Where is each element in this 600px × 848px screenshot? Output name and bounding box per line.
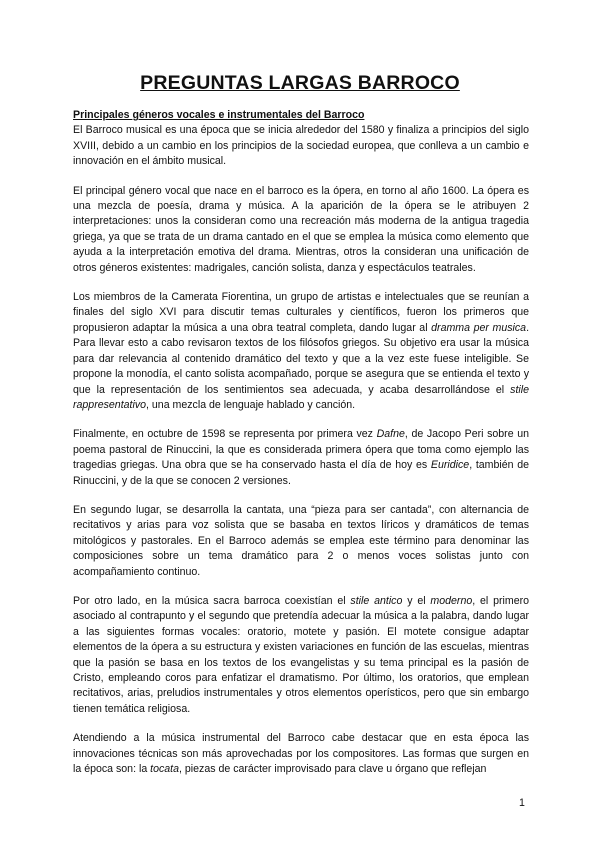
paragraph-text: Los miembros de la Camerata Fiorentina, un grupo de artistas e intelectuales que se reunían a finales del siglo XVI para discutir temas culturales y científicos, fueron los primeros que propusieron adaptar la música a una obra teatral completa, dando lugar al: [73, 291, 529, 334]
paragraph-text: En segundo lugar, se desarrolla la cantata, una “pieza para ser cantada”, con alternancia de recitativos y arias para voz solista que se basaba en textos líricos y dramáticos de temas mitológicos y pastorales. En el Barroco además se emplea este término para denominar las composiciones sobre un tema dramático para 2 o menos voces solistas junto con acompañamiento continuo.: [73, 503, 529, 578]
paragraph-text: , también de Rinuccini, y de la que se conocen 2 versiones.: [73, 459, 529, 487]
paragraph-text: El principal género vocal que nace en el barroco es la ópera, en torno al año 1600. La ópera es una mezcla de poesía, drama y música. A la aparición de la ópera se le atribuyen 2 interpretaciones: unos la consideran como una recreación más moderna de la antigua tragedia griega, ya que se trata de un drama cantado en el que se emplea la música como elemento que ayuda a la interpretación emotiva del drama. Mientras, otros la consideran una unificación de otros géneros existentes: madrigales, canción solista, danza y espectáculos teatrales.: [73, 184, 529, 274]
paragraph-text: . Para llevar esto a cabo revisaron textos de los filósofos griegos. Su objetivo era usar la música para dar relevancia al contenido dramático del texto y que a la vez este fuese inteligible. Se propone la monodía, el canto solista acompañado, porque se asegura que se entienda el texto y que la representación de los sentimientos sea adecuada, y acaba desarrollándose el: [73, 321, 530, 396]
paragraph: [73, 427, 529, 489]
paragraph-text: , el primero asociado al contrapunto y el segundo que pretendía adecuar la música a la palabra, dando lugar a las siguientes formas vocales: oratorio, motete y pasión. El motete consigue adaptar elementos de la ópera a su estructura y existen variaciones en función de las escuelas, mientras que la pasión se basa en los textos de los evangelistas y su tema principal es la pasión de Cristo, empleando coros para enfatizar el dramatismo. Por último, los oratorios, que emplean recitativos, arias, preludios instrumentales y otros elementos operísticos, pero que sin embargo tienen temática religiosa.: [73, 594, 530, 715]
paragraph: [73, 290, 529, 413]
italic-term: stile antico: [350, 594, 403, 607]
paragraph-text: , una mezcla de lenguaje hablado y canción.: [146, 398, 356, 411]
paragraph-text: El Barroco musical es una época que se inicia alrededor del 1580 y finaliza a principios del siglo XVIII, debido a un cambio en los principios de la sociedad europea, que conlleva a un cambio e innovación en el ámbito musical.: [73, 124, 529, 168]
italic-term: stile rappresentativo: [73, 383, 529, 411]
italic-term: Dafne: [376, 428, 405, 441]
paragraph: [73, 503, 529, 580]
paragraph: [73, 184, 529, 276]
italic-term: Euridice: [430, 459, 470, 472]
paragraph-text: , de Jacopo Peri sobre un poema pastoral de Rinuccini, la que es considerada primera ópera que toma como ejemplo las tragedias griegas. Una obra que se ha conservado hasta el día de hoy es: [73, 428, 529, 472]
page-number: 1: [519, 797, 525, 809]
section-heading: Principales géneros vocales e instrumentales del Barroco: [73, 109, 365, 121]
italic-term: moderno: [430, 594, 473, 607]
italic-term: tocata: [150, 763, 180, 776]
paragraph: [73, 594, 529, 717]
paragraph-text: Finalmente, en octubre de 1598 se representa por primera vez: [73, 428, 377, 441]
document-title: PREGUNTAS LARGAS BARROCO: [140, 72, 460, 94]
paragraph-text: Atendiendo a la música instrumental del Barroco cabe destacar que en esta época las innovaciones técnicas son más aprovechadas por los compositores. Las formas que surgen en la época son: la: [73, 732, 529, 776]
paragraph: [73, 123, 529, 169]
paragraph-text: y el: [402, 594, 431, 607]
italic-term: dramma per musica: [431, 321, 527, 334]
paragraph-text: , piezas de carácter improvisado para clave u órgano que reflejan: [179, 763, 487, 776]
paragraph-text: Por otro lado, en la música sacra barroca coexistían el: [73, 594, 351, 607]
document-body: [73, 108, 529, 791]
paragraph: [73, 731, 529, 777]
